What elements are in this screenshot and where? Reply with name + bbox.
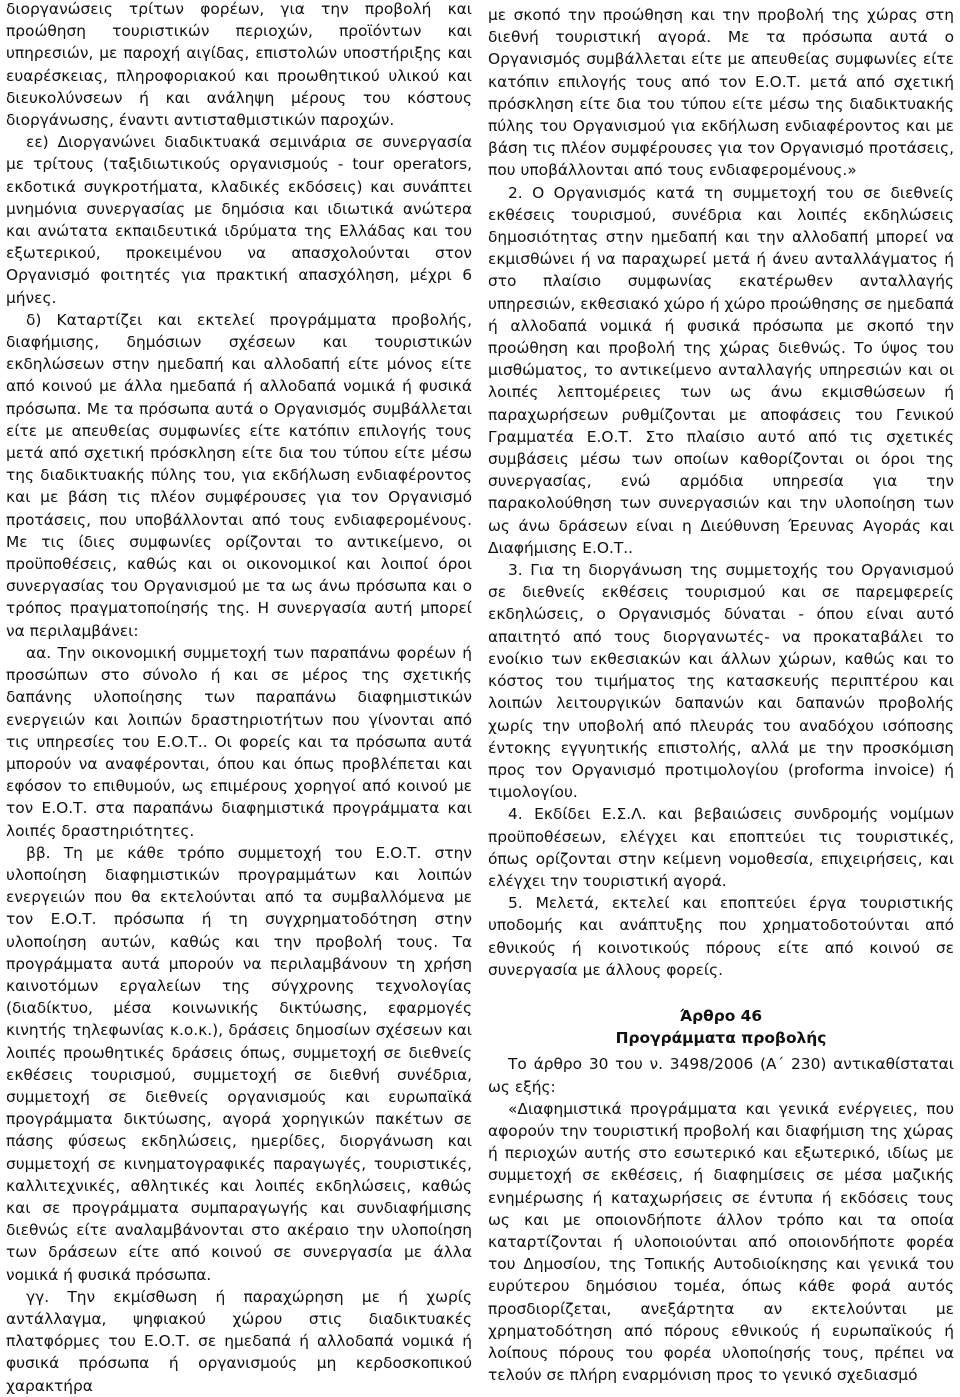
left-column: [6, 0, 472, 1395]
paragraph-aa: αα. Την οικονομική συμμετοχή των παραπάνω φορέων ή προσώπων στο σύνολο ή και σε μέρος της σχετικής δαπάνης υλοποίησης των παραπάνω διαφημιστικών ενεργειών και λοιπών δραστηριοτήτων που γίνονται από τις υπηρεσίες του Ε.Ο.Τ.. Οι φορείς και τα πρόσωπα αυτά μπορούν να αναφέρονται, όπου και όπως προβλέπεται και εφόσον το επιθυμούν, ως επιμέρους χορηγοί από κοινού με τον Ε.Ο.Τ. στα παραπάνω διαφημιστικά προγράμματα και λοιπές δραστηριότητες.: [6, 643, 472, 840]
paragraph-intro-continuation: διοργανώσεις τρίτων φορέων, για την προβολή και προώθηση τουριστικών περιοχών, προϊόντων και υπηρεσιών, με παροχή αιγίδας, επιστολών υποστήριξης και ευαρέσκειας, πληροφοριακού και προωθητικού υλικού και διευκολύνσεων ή και ανάληψη μέρους του κόστους διοργάνωσης, έναντι αντισταθμιστικών παροχών.: [6, 0, 472, 130]
paragraph-replacement: Το άρθρο 30 του ν. 3498/2006 (Α΄ 230) αντικαθίσταται ως εξής:: [488, 1055, 954, 1096]
paragraph-5: 5. Μελετά, εκτελεί και εποπτεύει έργα τουριστικής υποδομής και ανάπτυξης που χρηματοδοτούνται από εθνικούς ή κοινοτικούς πόρους είτε από κοινού σε συνεργασία με άλλους φορείς.: [488, 894, 954, 979]
paragraph-d: δ) Καταρτίζει και εκτελεί προγράμματα προβολής, διαφήμισης, δημόσιων σχέσεων και τουριστικών εκδηλώσεων στην ημεδαπή και αλλοδαπή είτε μόνος είτε από κοινού με άλλα ημεδαπά ή αλλοδαπά νομικά ή φυσικά πρόσωπα. Με τα πρόσωπα αυτά ο Οργανισμός συμβάλλεται είτε με απευθείας συμφωνίες είτε κατόπιν επιλογής τους μετά από σχετική πρόσκληση είτε δια του τύπου είτε μέσω της διαδικτυακής πύλης του, για εκδήλωση ενδιαφέροντος και με βάση τις πλέον συμφέρουσες για τον Οργανισμό προτάσεις, που υποβάλλονται από τους ενδιαφερομένους. Με τις ίδιες συμφωνίες ορίζονται το αντικείμενο, οι προϋποθέσεις, καθώς και οι οικονομικοί και λοιποί όροι συνεργασίας του Οργανισμού με τα ως άνω πρόσωπα και ο τρόπος πραγματοποίησής της. Η συνεργασία αυτή μπορεί να περιλαμβάνει:: [6, 310, 472, 640]
paragraph-4: 4. Εκδίδει Ε.Σ.Λ. και βεβαιώσεις συνδρομής νομίμων προϋποθέσεων, ελέγχει και εποπτεύει τις τουριστικές, όπως ορίζονται στην κείμενη νομοθεσία, επιχειρήσεις, και ελέγχει την τουριστική αγορά.: [488, 805, 954, 890]
paragraph-quote: «Διαφημιστικά προγράμματα και γενικά ενέργειες, που αφορούν την τουριστική προβολή και διαφήμιση της χώρας ή περιοχών αυτής στο εσωτερικό και εξωτερικό, ιδίως με συμμετοχή σε εκθέσεις, ή διαφημίσεις σε μέσα μαζικής ενημέρωσης ή καταχωρήσεις σε έντυπα ή εκδόσεις τους ως και με οποιονδήποτε άλλον τρόπο και τα οποία καταρτίζονται ή υλοποιούνται από οποιονδήποτε φορέα του Δημοσίου, της Τοπικής Αυτοδιοίκησης και γενικά του ευρύτερου δημόσιου τομέα, όπως κάθε φορά αυτός προσδιορίζεται, ανεξάρτητα αν εκτελούνται με χρηματοδότηση από πόρους εθνικούς ή ευρωπαϊκούς ή λοίπους πόρους του φορέα υλοποίησής τους, πρέπει να τελούν σε πλήρη εναρμόνιση προς το γενικό σχεδιασμό: [488, 1099, 954, 1385]
right-column: [488, 4, 954, 1385]
paragraph-bb: ββ. Τη με κάθε τρόπο συμμετοχή του Ε.Ο.Τ. στην υλοποίηση διαφημιστικών προγραμμάτων και λοιπών ενεργειών που θα εκτελούνται από τα συμβαλλόμενα με τον Ε.Ο.Τ. πρόσωπα ή τη συγχρηματοδότηση στην υλοποίηση αυτών, καθώς και την προβολή τους. Τα προγράμματα αυτά μπορούν να περιλαμβάνουν τη χρήση καινοτόμων εργαλείων της σύγχρονης τεχνολογίας (διαδίκτυο, μέσα κοινωνικής δικτύωσης, εφαρμογές κινητής τηλεφωνίας κ.ο.κ.), δράσεις δημοσίων σχέσεων και λοιπές προωθητικές δράσεις όπως, συμμετοχή σε διεθνείς εκθέσεις τουρισμού, συμμετοχή σε διεθνή συνέδρια, συμμετοχή σε διεθνείς οργανισμούς και ευρωπαϊκά προγράμματα δικτύωσης, αγορά χορηγικών πακέτων σε πάσης φύσεως εκδηλώσεις, ημερίδες, διοργάνωση και συμμετοχή σε κινηματογραφικές παραγωγές, τουριστικές, καλλιτεχνικές, αθλητικές και λοιπές εκδηλώσεις, καθώς και σε προγράμματα συμπαραγωγής και συνδιαφήμισης διεθνώς είτε αναλαμβάνονται στο ακέραιο την υλοποίηση των δράσεων είτε από κοινού σε συνεργασία με άλλα νομικά ή φυσικά πρόσωπα.: [6, 843, 472, 1284]
article-title: Άρθρο 46: [679, 1006, 763, 1025]
paragraph-ee: εε) Διοργανώνει διαδικτυακά σεμινάρια σε συνεργασία με τρίτους (ταξιδιωτικούς οργανισμούς - tour operators, εκδοτικά συγκροτήματα, κλαδικές εκδόσεις) και συνάπτει μνημόνια συνεργασίας με δημόσια και ιδιωτικά ανώτερα και ανώτατα εκπαιδευτικά ιδρύματα της Ελλάδας και του εξωτερικού, προκειμένου να απασχολούνται στον Οργανισμό φοιτητές για πρακτική απασχόληση, μέχρι 6 μήνες.: [6, 133, 472, 307]
paragraph-continuation: με σκοπό την προώθηση και την προβολή της χώρας στη διεθνή τουριστική αγορά. Με τα πρόσωπα αυτά ο Οργανισμός συμβάλλεται είτε με απευθείας συμφωνίες είτε κατόπιν επιλογής τους από τον Ε.Ο.Τ. μετά από σχετική πρόσκληση είτε δια του τύπου είτε μέσω της διαδικτυακής πύλης του Οργανισμού για εκδήλωση ενδιαφέροντος και με βάση τις πλέον συμφέρουσες για τον Οργανισμό προτάσεις, που υποβάλλονται από τους ενδιαφερομένους.»: [488, 6, 954, 180]
paragraph-gg: γγ. Την εκμίσθωση ή παραχώρηση με ή χωρίς αντάλλαγμα, ψηφιακού χώρου στις διαδικτυακές πλατφόρμες του Ε.Ο.Τ. σε ημεδαπά ή αλλοδαπά νομικά ή φυσικά πρόσωπα ή οργανισμούς μη κερδοσκοπικού χαρακτήρα: [6, 1287, 472, 1395]
paragraph-3: 3. Για τη διοργάνωση της συμμετοχής του Οργανισμού σε διεθνείς εκθέσεις τουρισμού και σε παρεμφερείς εκδηλώσεις, ο Οργανισμός δύναται - όπου είναι αυτό απαιτητό από τους διοργανωτές- να προκαταβάλει το ενοίκιο των εκθεσιακών και άλλων χώρων, καθώς και το κόστος του τιμήματος της κατασκευής περιπτέρου και λοιπών λειτουργικών δαπανών και δαπανών προβολής χωρίς την υποβολή από πλευράς του αναδόχου ισόποσης έντοκης εγγυητικής επιστολής, αλλά με την προσκόμιση προς τον Οργανισμό προτιμολογίου (proforma invoice) ή τιμολογίου.: [488, 561, 954, 802]
article-subtitle: Προγράμματα προβολής: [615, 1029, 827, 1048]
paragraph-2: 2. Ο Οργανισμός κατά τη συμμετοχή του σε διεθνείς εκθέσεις τουρισμού, συνέδρια και λοιπές εκδηλώσεις δημοσιότητας στην ημεδαπή και την αλλοδαπή μπορεί να εκμισθώνει ή να παραχωρεί μετά ή άνευ ανταλλάγματος ή στο πλαίσιο συμφωνίας εκατέρωθεν ανταλλαγής υπηρεσιών, εκθεσιακό χώρο ή χώρο προώθησης σε ημεδαπά ή αλλοδαπά νομικά ή φυσικά πρόσωπα με σκοπό την προώθηση και προβολή της χώρας διεθνώς. Το ύψος του μισθώματος, το αντικείμενο ανταλλαγής υπηρεσιών και οι λοιπές λεπτομέρειες των ως άνω εκμισθώσεων ή παραχωρήσεων ρυθμίζονται με αποφάσεις του Γενικού Γραμματέα Ε.Ο.Τ. Στο πλαίσιο αυτό από τις σχετικές συμβάσεις μέσω των οποίων καθορίζονται οι όροι της συνεργασίας, ενώ αρμόδια υπηρεσία για την παρακολούθηση των συνεργασιών και την υλοποίηση των ως άνω δράσεων είναι η Διεύθυνση Έρευνας Αγοράς και Διαφήμισης Ε.Ο.Τ..: [488, 183, 954, 557]
